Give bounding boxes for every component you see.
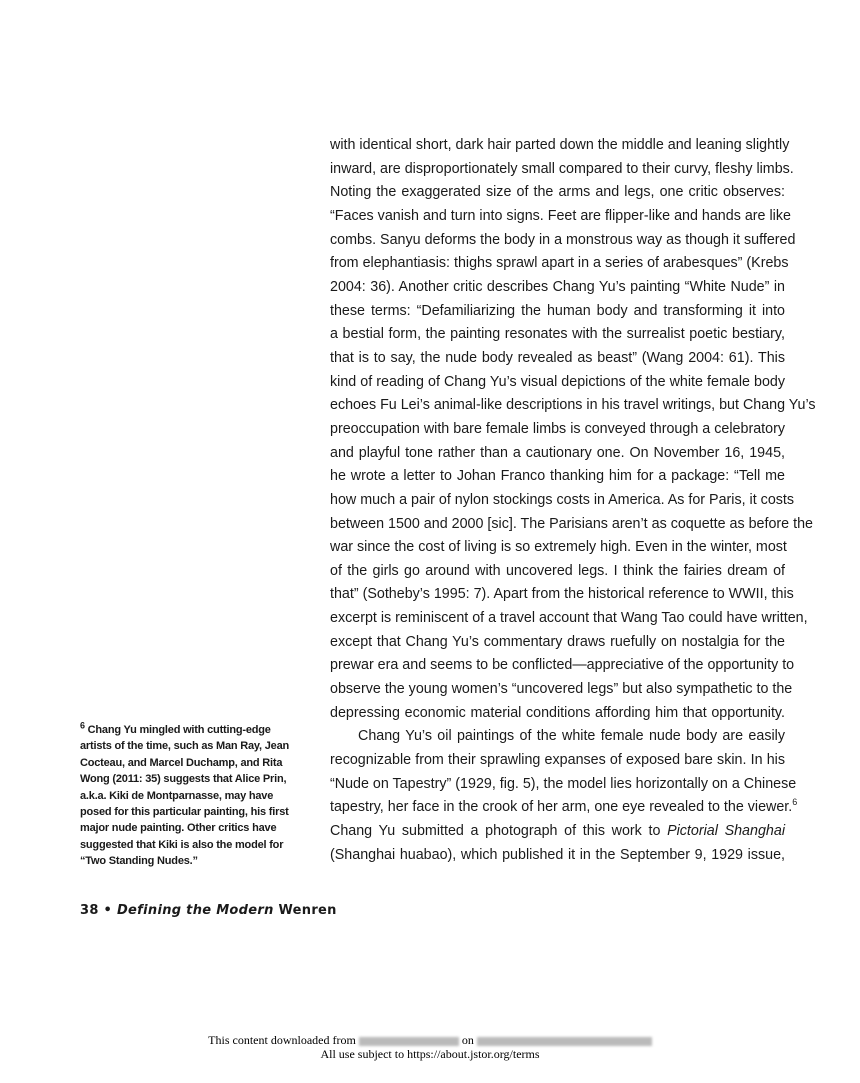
running-title-italic: Defining the Modern xyxy=(116,903,274,918)
text-line xyxy=(330,465,785,489)
text-line xyxy=(330,820,785,844)
text-line xyxy=(330,229,796,253)
publication-title: Pictorial Shanghai xyxy=(667,823,785,840)
text-line xyxy=(330,489,795,513)
text-line-content: between 1500 and 2000 [sic]. The Parisians aren’t as coquette as before the xyxy=(330,515,813,532)
text-line xyxy=(330,631,785,655)
text-line-content: prewar era and seems to be conflicted—appreciative of the opportunity to xyxy=(330,657,795,674)
text-line xyxy=(330,536,785,560)
text-line xyxy=(330,418,785,442)
text-line-content: how much a pair of nylon stockings costs in America. As for Paris, it costs xyxy=(330,491,795,508)
text-line xyxy=(330,513,813,537)
page-footer xyxy=(80,903,337,918)
text-line xyxy=(330,347,785,371)
text-line xyxy=(330,654,795,678)
text-line-content: Chang Yu submitted a photograph of this work to xyxy=(330,823,668,840)
text-line-content: Chang Yu’s oil paintings of the white female nude body are easily xyxy=(358,728,785,745)
text-line-content: combs. Sanyu deforms the body in a monstrous way as though it suffered xyxy=(330,231,796,248)
text-line xyxy=(330,773,797,797)
text-line-content: observe the young women’s “uncovered legs” but also sympathetic to the xyxy=(330,681,793,698)
text-line xyxy=(330,205,791,229)
footnote-reference[interactable]: 6 xyxy=(792,797,798,808)
text-line-content: these terms: “Defamiliarizing the human body and transforming it into xyxy=(330,302,785,319)
footnote xyxy=(80,722,300,870)
text-line xyxy=(330,796,798,820)
text-line-content: 2004: 36). Another critic describes Chang Yu’s painting “White Nude” in xyxy=(330,278,785,295)
text-line xyxy=(330,560,785,584)
text-line-content: echoes Fu Lei’s animal-like descriptions in his travel writings, but Chang Yu’s xyxy=(330,397,816,414)
body-text xyxy=(330,134,816,867)
text-line xyxy=(330,181,785,205)
text-line-content: (Shanghai huabao), which published it in the September 9, 1929 issue, xyxy=(330,846,785,863)
text-line xyxy=(330,276,785,300)
text-line xyxy=(330,583,794,607)
footnote-text: Chang Yu mingled with cutting-edge artists of the time, such as Man Ray, Jean Cocteau, and Marcel Duchamp, and Rita Wong (2011: 35) suggests that Alice Prin, a.k.a. Kiki de Montparnasse, may have posed for this particular painting, his first major nude painting. Other critics have suggested that Kiki is also the model for “Two Standing Nudes.” xyxy=(80,724,290,868)
text-line xyxy=(330,252,789,276)
text-line-content: war since the cost of living is so extremely high. Even in the winter, most xyxy=(330,539,787,556)
text-line-content: preoccupation with bare female limbs is conveyed through a celebratory xyxy=(330,420,785,437)
text-line xyxy=(330,323,785,347)
text-line-content: from elephantiasis: thighs sprawl apart in a series of arabesques” (Krebs xyxy=(330,255,789,272)
text-line xyxy=(330,725,785,749)
text-line xyxy=(330,749,785,773)
text-line-content: Noting the exaggerated size of the arms and legs, one critic observes: xyxy=(330,184,785,201)
text-line xyxy=(330,702,785,726)
text-line-content: tapestry, her face in the crook of her arm, one eye revealed to the viewer. xyxy=(330,799,793,816)
text-line-content: “Faces vanish and turn into signs. Feet are flipper-like and hands are like xyxy=(330,207,791,224)
footnote-number: 6 xyxy=(80,720,85,731)
text-line-content: that is to say, the nude body revealed as beast” (Wang 2004: 61). This xyxy=(330,349,785,366)
text-line-content: he wrote a letter to Johan Franco thanking him for a package: “Tell me xyxy=(330,468,785,485)
text-line-content: recognizable from their sprawling expanses of exposed bare skin. In his xyxy=(330,752,785,769)
text-line xyxy=(330,371,785,395)
download-notice: This content downloaded from xyxy=(208,1033,359,1047)
footer-separator: • xyxy=(98,903,117,918)
text-line-content: except that Chang Yu’s commentary draws ruefully on nostalgia for the xyxy=(330,633,785,650)
text-line-content: excerpt is reminiscent of a travel account that Wang Tao could have written, xyxy=(330,610,808,627)
text-line-content: of the girls go around with uncovered legs. I think the fairies dream of xyxy=(330,562,785,579)
download-notice-on: on xyxy=(458,1033,477,1047)
text-line-content: inward, are disproportionately small compared to their curvy, fleshy limbs. xyxy=(330,160,794,177)
redacted-date xyxy=(477,1037,652,1046)
text-line xyxy=(330,134,790,158)
redacted-ip xyxy=(359,1037,459,1046)
text-line xyxy=(330,607,808,631)
text-line-content: and playful tone rather than a cautionary one. On November 16, 1945, xyxy=(330,444,785,461)
terms-notice: All use subject to https://about.jstor.org/terms xyxy=(320,1047,540,1061)
text-line-content: kind of reading of Chang Yu’s visual depictions of the white female body xyxy=(330,373,785,390)
text-line xyxy=(330,442,785,466)
text-line xyxy=(330,678,793,702)
text-line-content: a bestial form, the painting resonates with the surrealist poetic bestiary, xyxy=(330,326,785,343)
text-line xyxy=(330,844,785,868)
text-line xyxy=(330,158,794,182)
jstor-notice xyxy=(0,1033,860,1061)
running-title-rest: Wenren xyxy=(273,903,337,918)
text-line-content: that” (Sotheby’s 1995: 7). Apart from the historical reference to WWII, this xyxy=(330,586,794,603)
page-number: 38 xyxy=(80,903,99,918)
text-line xyxy=(330,394,816,418)
text-line xyxy=(330,300,785,324)
text-line-content: depressing economic material conditions affording him that opportunity. xyxy=(330,704,785,721)
text-line-content: with identical short, dark hair parted down the middle and leaning slightly xyxy=(330,137,790,153)
text-line-content: “Nude on Tapestry” (1929, fig. 5), the model lies horizontally on a Chinese xyxy=(330,775,797,792)
